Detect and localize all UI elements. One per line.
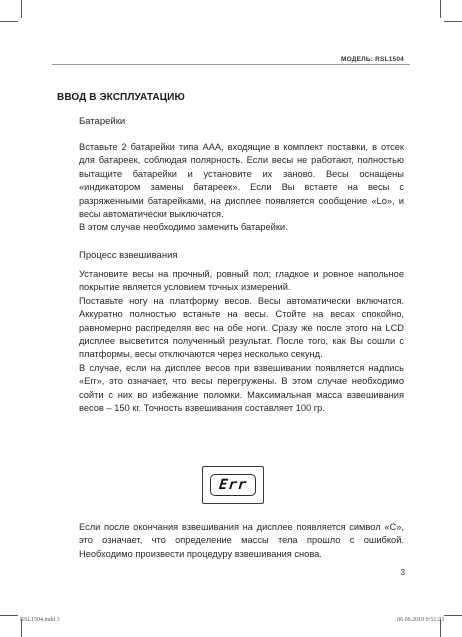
closing-paragraph: Если после окончания взвешивания на дисплее появляется символ «С», это означает, что определение массы тела прошло с ошибкой. Необходимо произвести процедуру взвешивания снова.	[79, 522, 404, 559]
weighing-section	[79, 268, 404, 415]
weighing-paragraph-procedure: Поставьте ногу на платформу весов. Весы автоматически включатся. Аккуратно полностью встаньте на весы. Стойте на весах спокойно, равномерно распределяя вес на обе ноги. Сразу же после этого на LCD дисплее высветится полученный результат. После того, как Вы сошли с платформы, весы отключаются через несколько секунд.	[79, 295, 404, 360]
model-label: МОДЕЛЬ: RSL1504	[340, 56, 404, 63]
lcd-display-illustration	[202, 466, 264, 504]
weighing-paragraph-surface: Установите весы на прочный, ровный пол; гладкое и ровное напольное покрытие является условием точных измерений.	[79, 269, 404, 293]
batteries-heading: Батарейки	[79, 116, 126, 127]
crop-mark-top-right-vertical	[440, 0, 441, 18]
closing-section	[79, 521, 404, 561]
batteries-note: В этом случае необходимо заменить батарейки.	[79, 222, 288, 233]
header-divider	[52, 64, 410, 65]
crop-mark-top-right-horizontal	[444, 21, 462, 22]
batteries-section	[79, 141, 404, 235]
page-number: 3	[400, 568, 405, 577]
crop-mark-top-left-vertical	[21, 0, 22, 18]
weighing-paragraph-overload: В случае, если на дисплее весов при взвешивании появляется надпись «Err», это означает, что весы перегружены. В этом случае необходимо сойти с них во избежание поломки. Максимальная масса взвешивания весов – 150 кг. Точность взвешивания составляет 100 гр.	[79, 362, 404, 414]
lcd-error-text: Err	[218, 477, 248, 493]
footer-file-name: RSL1504.indd 3	[20, 617, 60, 623]
footer-date: 06.06.2010 0:51:23	[397, 617, 444, 623]
section-title: ВВОД В ЭКСПЛУАТАЦИЮ	[57, 92, 185, 103]
lcd-screen	[210, 474, 256, 496]
crop-mark-top-left-horizontal	[0, 21, 18, 22]
crop-mark-bottom-right-horizontal	[444, 615, 462, 616]
batteries-paragraph: Вставьте 2 батарейки типа ААА, входящие в комплект поставки, в отсек для батареек, соблюдая полярность. Если весы не работают, полностью вытащите батарейки и установите их заново. Весы оснащены «индикатором замены батареек». Если Вы встаете на весы с разряженными батарейками, на дисплее появляется сообщение «Lo», и весы автоматически выключатся.	[79, 142, 404, 220]
crop-mark-bottom-left-horizontal	[0, 615, 18, 616]
weighing-heading: Процесс взвешивания	[79, 250, 178, 261]
